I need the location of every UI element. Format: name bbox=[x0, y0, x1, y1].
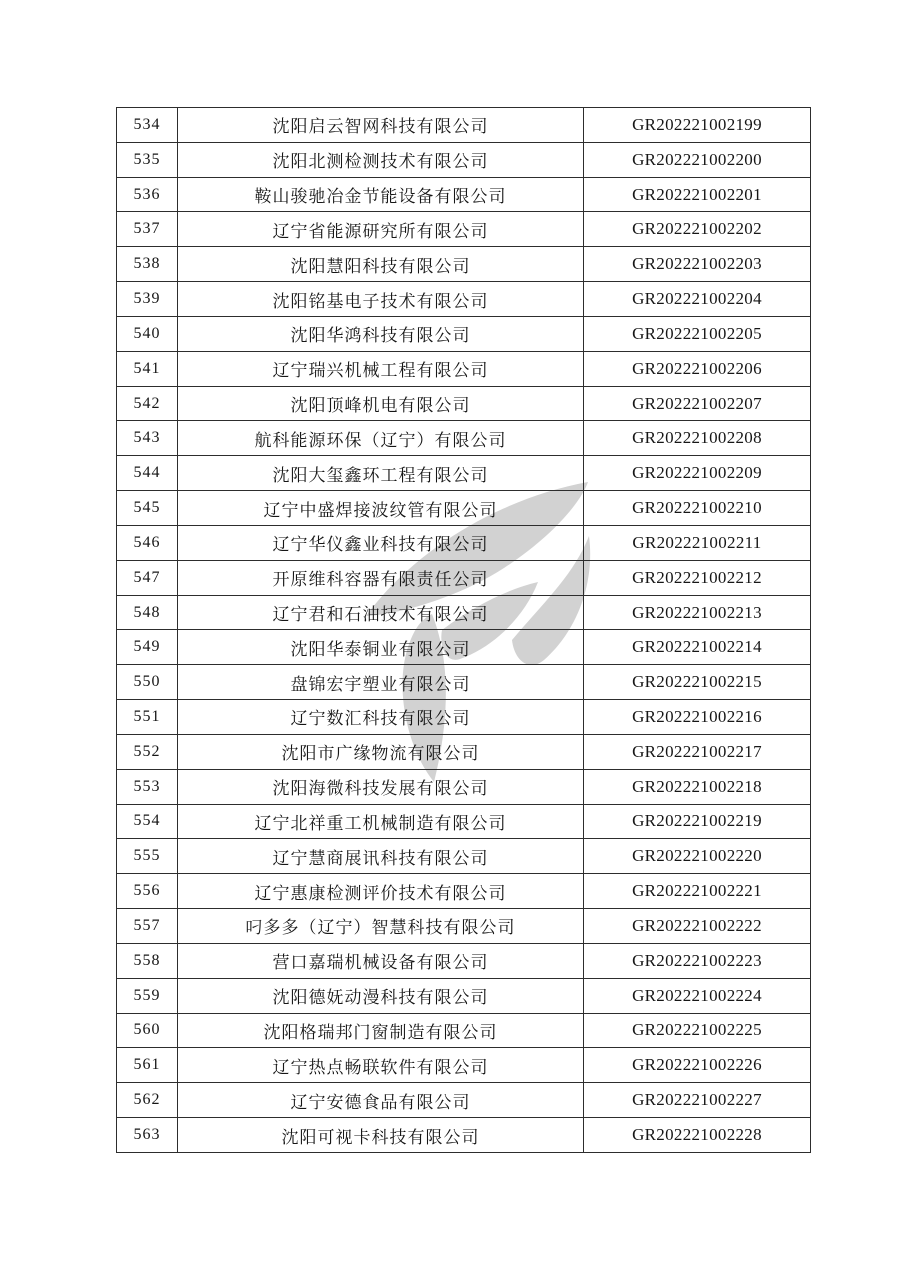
table-row bbox=[117, 874, 811, 909]
certificate-number: GR202221002208 bbox=[584, 421, 811, 456]
company-name: 辽宁中盛焊接波纹管有限公司 bbox=[178, 491, 584, 526]
row-index: 555 bbox=[117, 839, 178, 874]
company-name: 辽宁慧商展讯科技有限公司 bbox=[178, 839, 584, 874]
table-row bbox=[117, 1048, 811, 1083]
certificate-number: GR202221002211 bbox=[584, 525, 811, 560]
company-name: 沈阳启云智网科技有限公司 bbox=[178, 108, 584, 143]
table-row bbox=[117, 316, 811, 351]
certificate-number: GR202221002215 bbox=[584, 665, 811, 700]
certificate-number: GR202221002219 bbox=[584, 804, 811, 839]
table-row bbox=[117, 386, 811, 421]
company-name: 沈阳华泰铜业有限公司 bbox=[178, 630, 584, 665]
table-row bbox=[117, 282, 811, 317]
row-index: 561 bbox=[117, 1048, 178, 1083]
company-name: 沈阳市广缘物流有限公司 bbox=[178, 734, 584, 769]
certificate-number: GR202221002222 bbox=[584, 909, 811, 944]
table-row bbox=[117, 734, 811, 769]
certificate-number: GR202221002207 bbox=[584, 386, 811, 421]
company-name: 辽宁瑞兴机械工程有限公司 bbox=[178, 351, 584, 386]
row-index: 552 bbox=[117, 734, 178, 769]
company-name: 辽宁数汇科技有限公司 bbox=[178, 700, 584, 735]
certificate-number: GR202221002228 bbox=[584, 1118, 811, 1153]
company-name: 鞍山骏驰冶金节能设备有限公司 bbox=[178, 177, 584, 212]
row-index: 540 bbox=[117, 316, 178, 351]
table-row bbox=[117, 630, 811, 665]
certificate-number: GR202221002218 bbox=[584, 769, 811, 804]
certificate-number: GR202221002220 bbox=[584, 839, 811, 874]
company-name: 沈阳慧阳科技有限公司 bbox=[178, 247, 584, 282]
certificate-number: GR202221002209 bbox=[584, 456, 811, 491]
table-row bbox=[117, 1013, 811, 1048]
company-certificate-table bbox=[116, 107, 811, 1153]
certificate-number: GR202221002217 bbox=[584, 734, 811, 769]
table-row bbox=[117, 525, 811, 560]
row-index: 549 bbox=[117, 630, 178, 665]
certificate-number: GR202221002204 bbox=[584, 282, 811, 317]
row-index: 560 bbox=[117, 1013, 178, 1048]
row-index: 554 bbox=[117, 804, 178, 839]
certificate-number: GR202221002224 bbox=[584, 978, 811, 1013]
table-row bbox=[117, 560, 811, 595]
table-row bbox=[117, 247, 811, 282]
table-row bbox=[117, 108, 811, 143]
certificate-number: GR202221002199 bbox=[584, 108, 811, 143]
company-name: 辽宁热点畅联软件有限公司 bbox=[178, 1048, 584, 1083]
table-row bbox=[117, 804, 811, 839]
company-name: 辽宁北祥重工机械制造有限公司 bbox=[178, 804, 584, 839]
row-index: 562 bbox=[117, 1083, 178, 1118]
company-name: 辽宁省能源研究所有限公司 bbox=[178, 212, 584, 247]
company-name: 盘锦宏宇塑业有限公司 bbox=[178, 665, 584, 700]
certificate-number: GR202221002221 bbox=[584, 874, 811, 909]
company-name: 营口嘉瑞机械设备有限公司 bbox=[178, 943, 584, 978]
company-name: 辽宁君和石油技术有限公司 bbox=[178, 595, 584, 630]
certificate-number: GR202221002210 bbox=[584, 491, 811, 526]
company-name: 辽宁惠康检测评价技术有限公司 bbox=[178, 874, 584, 909]
row-index: 551 bbox=[117, 700, 178, 735]
company-name: 沈阳海微科技发展有限公司 bbox=[178, 769, 584, 804]
company-name: 沈阳大玺鑫环工程有限公司 bbox=[178, 456, 584, 491]
row-index: 542 bbox=[117, 386, 178, 421]
row-index: 563 bbox=[117, 1118, 178, 1153]
company-name: 辽宁华仪鑫业科技有限公司 bbox=[178, 525, 584, 560]
row-index: 556 bbox=[117, 874, 178, 909]
certificate-number: GR202221002214 bbox=[584, 630, 811, 665]
row-index: 559 bbox=[117, 978, 178, 1013]
row-index: 534 bbox=[117, 108, 178, 143]
table-row bbox=[117, 595, 811, 630]
table-row bbox=[117, 177, 811, 212]
table-row bbox=[117, 700, 811, 735]
row-index: 543 bbox=[117, 421, 178, 456]
certificate-number: GR202221002223 bbox=[584, 943, 811, 978]
row-index: 557 bbox=[117, 909, 178, 944]
row-index: 535 bbox=[117, 142, 178, 177]
row-index: 548 bbox=[117, 595, 178, 630]
company-name: 沈阳华鸿科技有限公司 bbox=[178, 316, 584, 351]
certificate-number: GR202221002227 bbox=[584, 1083, 811, 1118]
company-name: 沈阳铭基电子技术有限公司 bbox=[178, 282, 584, 317]
table-row bbox=[117, 212, 811, 247]
company-name: 沈阳顶峰机电有限公司 bbox=[178, 386, 584, 421]
row-index: 546 bbox=[117, 525, 178, 560]
table-row bbox=[117, 351, 811, 386]
certificate-number: GR202221002216 bbox=[584, 700, 811, 735]
table-row bbox=[117, 491, 811, 526]
table-row bbox=[117, 943, 811, 978]
certificate-number: GR202221002226 bbox=[584, 1048, 811, 1083]
table-body bbox=[117, 108, 811, 1153]
row-index: 550 bbox=[117, 665, 178, 700]
company-name: 沈阳格瑞邦门窗制造有限公司 bbox=[178, 1013, 584, 1048]
certificate-number: GR202221002201 bbox=[584, 177, 811, 212]
row-index: 558 bbox=[117, 943, 178, 978]
row-index: 545 bbox=[117, 491, 178, 526]
certificate-number: GR202221002203 bbox=[584, 247, 811, 282]
company-name: 辽宁安德食品有限公司 bbox=[178, 1083, 584, 1118]
row-index: 547 bbox=[117, 560, 178, 595]
certificate-number: GR202221002202 bbox=[584, 212, 811, 247]
table-row bbox=[117, 1118, 811, 1153]
row-index: 537 bbox=[117, 212, 178, 247]
certificate-number: GR202221002206 bbox=[584, 351, 811, 386]
row-index: 544 bbox=[117, 456, 178, 491]
table-row bbox=[117, 142, 811, 177]
row-index: 538 bbox=[117, 247, 178, 282]
table-row bbox=[117, 421, 811, 456]
certificate-number: GR202221002212 bbox=[584, 560, 811, 595]
row-index: 536 bbox=[117, 177, 178, 212]
certificate-number: GR202221002200 bbox=[584, 142, 811, 177]
table-row bbox=[117, 456, 811, 491]
row-index: 539 bbox=[117, 282, 178, 317]
company-name: 沈阳德妩动漫科技有限公司 bbox=[178, 978, 584, 1013]
company-name: 航科能源环保（辽宁）有限公司 bbox=[178, 421, 584, 456]
certificate-number: GR202221002213 bbox=[584, 595, 811, 630]
company-name: 沈阳可视卡科技有限公司 bbox=[178, 1118, 584, 1153]
table-row bbox=[117, 769, 811, 804]
row-index: 541 bbox=[117, 351, 178, 386]
company-name: 沈阳北测检测技术有限公司 bbox=[178, 142, 584, 177]
table-row bbox=[117, 978, 811, 1013]
company-name: 叼多多（辽宁）智慧科技有限公司 bbox=[178, 909, 584, 944]
certificate-number: GR202221002205 bbox=[584, 316, 811, 351]
row-index: 553 bbox=[117, 769, 178, 804]
table-row bbox=[117, 839, 811, 874]
table-row bbox=[117, 1083, 811, 1118]
certificate-number: GR202221002225 bbox=[584, 1013, 811, 1048]
table-row bbox=[117, 665, 811, 700]
table-row bbox=[117, 909, 811, 944]
company-name: 开原维科容器有限责任公司 bbox=[178, 560, 584, 595]
